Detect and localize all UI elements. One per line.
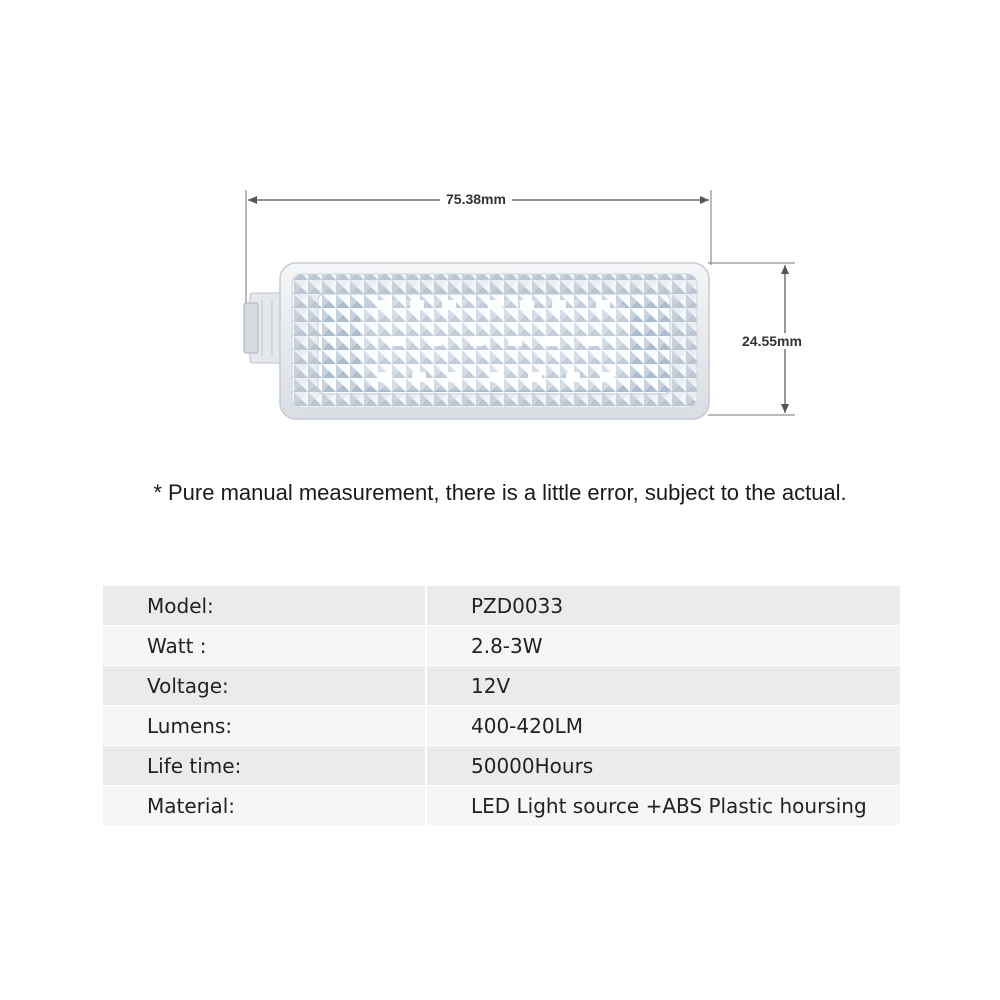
table-row: [103, 666, 900, 706]
led-glow: [360, 300, 630, 390]
spec-label: Voltage:: [103, 666, 426, 706]
spec-value: PZD0033: [426, 586, 900, 626]
spec-value: LED Light source +ABS Plastic hoursing: [426, 786, 900, 826]
spec-label: Model:: [103, 586, 426, 626]
table-row: [103, 706, 900, 746]
spec-value: 50000Hours: [426, 746, 900, 786]
table-row: [103, 786, 900, 826]
table-row: [103, 626, 900, 666]
table-row: [103, 586, 900, 626]
spec-value: 400-420LM: [426, 706, 900, 746]
height-dimension-label: 24.55mm: [742, 333, 802, 349]
measurement-note: * Pure manual measurement, there is a little error, subject to the actual.: [153, 480, 847, 505]
spec-label: Watt :: [103, 626, 426, 666]
table-row: [103, 746, 900, 786]
spec-label: Life time:: [103, 746, 426, 786]
spec-value: 12V: [426, 666, 900, 706]
product-figure: [0, 0, 1000, 460]
spec-label: Material:: [103, 786, 426, 826]
spec-table: [103, 586, 900, 826]
width-dimension-label: 75.38mm: [440, 191, 512, 207]
spec-label: Lumens:: [103, 706, 426, 746]
led-lamp-illustration: [0, 0, 1000, 460]
spec-value: 2.8-3W: [426, 626, 900, 666]
